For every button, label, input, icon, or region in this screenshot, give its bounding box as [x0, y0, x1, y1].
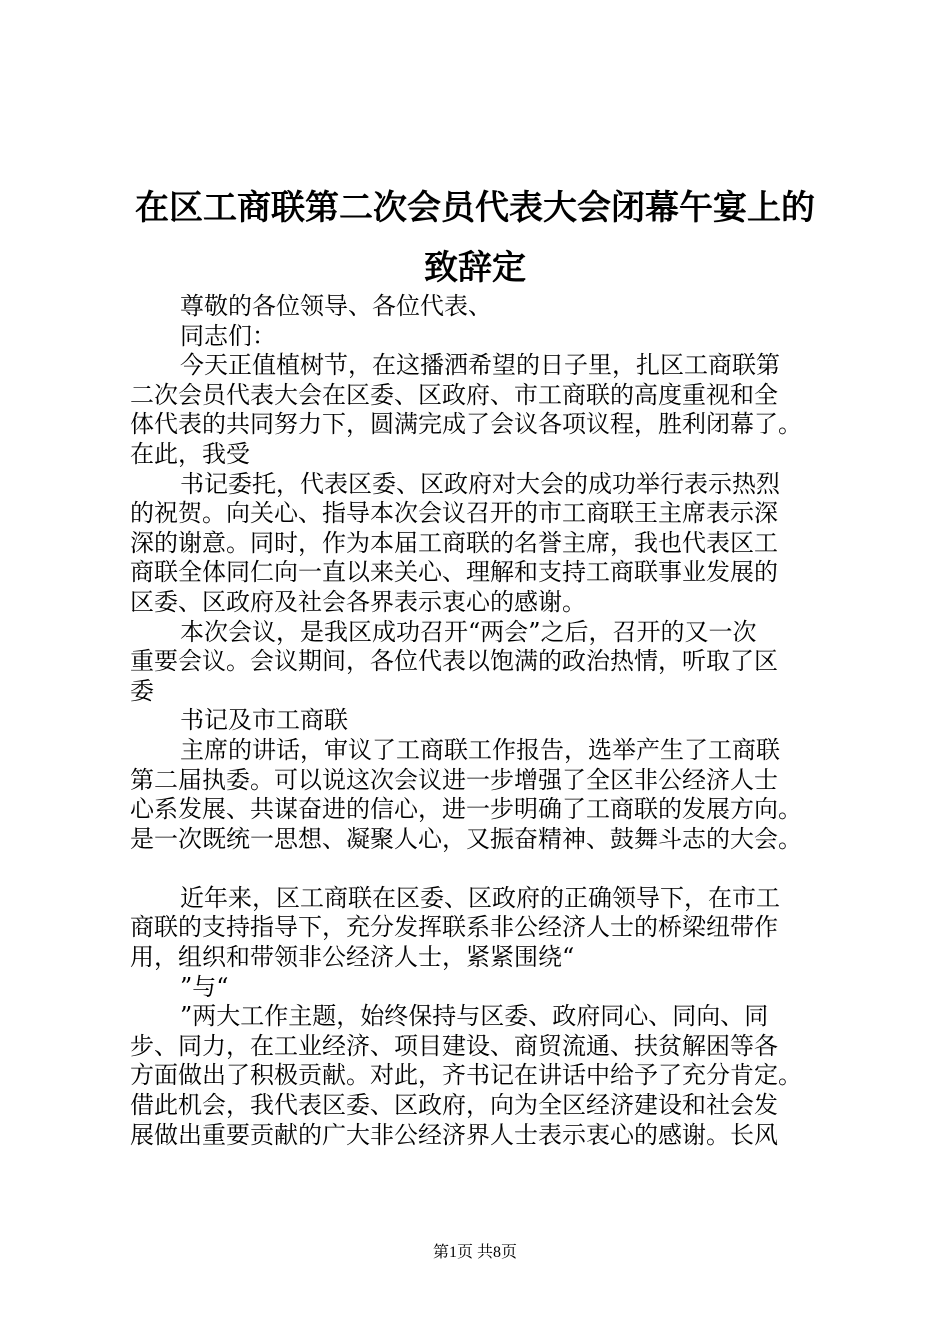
body-text-line: ”两大工作主题，始终保持与区委、政府同心、同向、同 [180, 1002, 769, 1031]
body-text-line: 商联全体同仁向一直以来关心、理解和支持工商联事业发展的 [130, 558, 778, 587]
body-text-line: 在此，我受 [130, 439, 250, 468]
body-text-line: 深的谢意。同时，作为本届工商联的名誉主席，我也代表区工 [130, 528, 778, 557]
page-footer: 第1页 共8页 [432, 1244, 517, 1261]
body-text-line: 是一次既统一思想、凝聚人心，又振奋精神、鼓舞斗志的大会。 [130, 824, 802, 853]
body-text-line: 近年来，区工商联在区委、区政府的正确领导下，在市工 [180, 883, 780, 912]
body-text-line: 今天正值植树节，在这播洒希望的日子里，扎区工商联第 [180, 351, 780, 380]
body-text-line: 书记及市工商联 [180, 706, 348, 735]
body-text-line: 书记委托，代表区委、区政府对大会的成功举行表示热烈 [180, 469, 780, 498]
body-text-line: 区委、区政府及社会各界表示衷心的感谢。 [130, 587, 586, 616]
body-text-line: 第二届执委。可以说这次会议进一步增强了全区非公经济人士 [130, 765, 778, 794]
body-text-line: 步、同力，在工业经济、项目建设、商贸流通、扶贫解困等各 [130, 1031, 778, 1060]
body-text-line: ”与“ [180, 972, 229, 1001]
body-text-line: 同志们： [180, 321, 276, 350]
body-text-line: 的祝贺。向关心、指导本次会议召开的市工商联王主席表示深 [130, 499, 778, 528]
document-title-line-1: 在区工商联第二次会员代表大会闭幕午宴上的 [135, 188, 815, 228]
body-text-line: 方面做出了积极贡献。对此，齐书记在讲话中给予了充分肯定。 [130, 1061, 802, 1090]
document-title-line-2: 致辞定 [424, 248, 526, 288]
body-text-line: 商联的支持指导下，充分发挥联系非公经济人士的桥梁纽带作 [130, 913, 778, 942]
blank-line [130, 854, 830, 884]
body-text-line: 重要会议。会议期间，各位代表以饱满的政治热情，听取了区 [130, 647, 778, 676]
document-body [130, 292, 830, 1150]
body-text-line: 主席的讲话，审议了工商联工作报告，选举产生了工商联 [180, 735, 780, 764]
body-text-line: 委 [130, 676, 154, 705]
body-text-line: 本次会议，是我区成功召开“两会”之后，召开的又一次 [180, 617, 757, 646]
body-text-line: 体代表的共同努力下，圆满完成了会议各项议程，胜利闭幕了。 [130, 410, 802, 439]
body-text-line: 展做出重要贡献的广大非公经济界人士表示衷心的感谢。长风 [130, 1120, 778, 1149]
body-text-line: 用，组织和带领非公经济人士，紧紧围绕“ [130, 943, 575, 972]
body-text-line: 借此机会，我代表区委、区政府，向为全区经济建设和社会发 [130, 1091, 778, 1120]
body-text-line: 心系发展、共谋奋进的信心，进一步明确了工商联的发展方向。 [130, 795, 802, 824]
body-text-line: 尊敬的各位领导、各位代表、 [180, 292, 492, 320]
body-text-line: 二次会员代表大会在区委、区政府、市工商联的高度重视和全 [130, 380, 778, 409]
